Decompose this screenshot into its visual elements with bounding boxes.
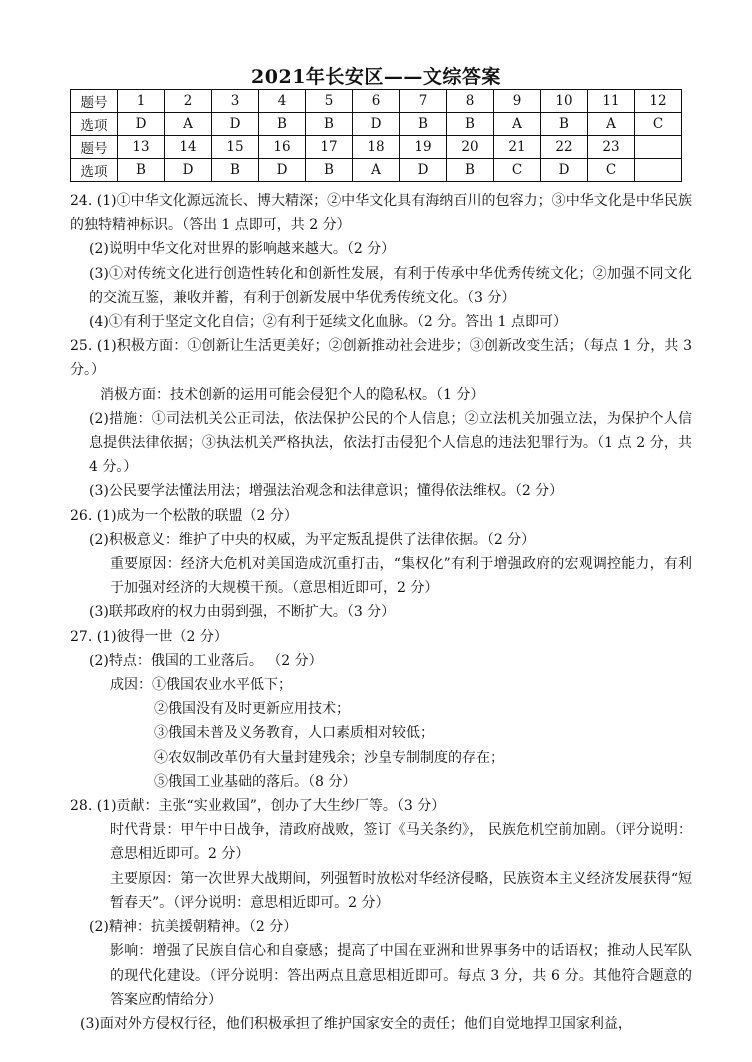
answer-cell: 15: [212, 136, 259, 159]
answer-cell: 8: [447, 90, 494, 113]
q28-1-background: 时代背景：甲午中日战争，清政府战败，签订《马关条约》， 民族危机空前加剧。（评分说明：意思相近即可。2 分）: [110, 822, 692, 863]
answer-cell: 2: [165, 90, 212, 113]
answer-cell: C: [635, 113, 682, 136]
row-label: 选项: [71, 159, 118, 182]
answer-cell: D: [353, 113, 400, 136]
answer-cell: B: [400, 113, 447, 136]
answer-cell: [635, 159, 682, 182]
answer-cell: D: [118, 113, 165, 136]
q28-3: (3)面对外方侵权行径，他们积极承担了维护国家安全的责任；他们自觉地捍卫国家利益，: [80, 1015, 632, 1032]
q24-3: (3)①对传统文化进行创造性转化和创新性发展，有利于传承中华优秀传统文化；②加强不同文化的交流互鉴，兼收并蓄，有利于创新发展中华优秀传统文化。（3 分）: [89, 265, 692, 306]
answer-cell: C: [588, 159, 635, 182]
q27-2: (2)特点：俄国的工业落后。 （2 分）: [89, 652, 323, 669]
answer-cell: B: [541, 113, 588, 136]
answer-cell: 9: [494, 90, 541, 113]
answer-cell: B: [447, 113, 494, 136]
answer-cell: B: [306, 159, 353, 182]
answer-cell: D: [212, 113, 259, 136]
answer-cell: 21: [494, 136, 541, 159]
answer-cell: 20: [447, 136, 494, 159]
answer-cell: 4: [259, 90, 306, 113]
answer-cell: 23: [588, 136, 635, 159]
answer-row: [71, 136, 682, 159]
answer-cell: D: [400, 159, 447, 182]
answer-cell: C: [494, 159, 541, 182]
q24-1: 24. (1)①中华文化源远流长、博大精深；②中华文化具有海纳百川的包容力；③中华文化是中华民族的独特精神标识。（答出 1 点即可，共 2 分）: [70, 193, 692, 234]
q25-3: (3)公民要学法懂法用法；增强法治观念和法律意识；懂得依法维权。（2 分）: [89, 483, 564, 500]
q26-1: 26. (1)成为一个松散的联盟（2 分）: [70, 507, 298, 524]
page-title: 2021年长安区——文综答案: [251, 66, 501, 88]
answer-cell: A: [494, 113, 541, 136]
answer-row: [71, 113, 682, 136]
answer-cell: B: [306, 113, 353, 136]
answer-cell: 11: [588, 90, 635, 113]
row-label: 选项: [71, 113, 118, 136]
q25-1-negative: 消极方面：技术创新的运用可能会侵犯个人的隐私权。（1 分）: [100, 386, 485, 403]
q28-2-impact: 影响：增强了民族自信心和自豪感；提高了中国在亚洲和世界事务中的话语权；推动人民军队的现代化建设。（评分说明：答出两点且意思相近即可。每点 3 分，共 6 分。其他符合题意的答案应酌情给分）: [110, 943, 692, 1008]
q28-2: (2)精神：抗美援朝精神。（2 分）: [89, 919, 298, 936]
answer-cell: B: [259, 113, 306, 136]
q28-1-reason: 主要原因：第一次世界大战期间，列强暂时放松对华经济侵略，民族资本主义经济发展获得“短暂春天”。（评分说明：意思相近即可。2 分）: [110, 870, 692, 911]
answer-cell: 7: [400, 90, 447, 113]
answer-cell: 6: [353, 90, 400, 113]
q25-1-positive: 25. (1)积极方面：①创新让生活更美好；②创新推动社会进步；③创新改变生活；（每点 1 分，共 3 分。）: [70, 338, 692, 379]
answer-cell: 19: [400, 136, 447, 159]
answer-cell: D: [259, 159, 306, 182]
answer-cell: 17: [306, 136, 353, 159]
q28-1: 28. (1)贡献：主张“实业救国”，创办了大生纱厂等。（3 分）: [70, 798, 446, 815]
answer-cell: 12: [635, 90, 682, 113]
answer-cell: 14: [165, 136, 212, 159]
answer-cell: A: [165, 113, 212, 136]
answer-cell: D: [541, 159, 588, 182]
q24-4: (4)①有利于坚定文化自信；②有利于延续文化血脉。（2 分。答出 1 点即可）: [89, 314, 567, 331]
answer-cell: 18: [353, 136, 400, 159]
answer-cell: 3: [212, 90, 259, 113]
row-label: 题号: [71, 136, 118, 159]
answer-cell: [635, 136, 682, 159]
answer-cell: 10: [541, 90, 588, 113]
row-label: 题号: [71, 90, 118, 113]
q27-1: 27. (1)彼得一世（2 分）: [70, 628, 228, 645]
answer-cell: 5: [306, 90, 353, 113]
q26-2-reason: 重要原因：经济大危机对美国造成沉重打击，“集权化”有利于增强政府的宏观调控能力，有利于加强对经济的大规模干预。（意思相近即可，2 分）: [110, 556, 692, 597]
answer-row: [71, 90, 682, 113]
answer-cell: 13: [118, 136, 165, 159]
answer-row: [71, 159, 682, 182]
answer-cell: 16: [259, 136, 306, 159]
answer-cell: B: [212, 159, 259, 182]
q26-3: (3)联邦政府的权力由弱到强，不断扩大。（3 分）: [89, 604, 396, 621]
answer-cell: B: [118, 159, 165, 182]
q27-2-cause-2: ②俄国没有及时更新应用技术；: [154, 701, 350, 718]
q24-2: (2)说明中华文化对世界的影响越来越大。（2 分）: [89, 241, 396, 258]
answer-cell: 1: [118, 90, 165, 113]
q27-2-cause-1: 成因：①俄国农业水平低下；: [110, 677, 292, 694]
answer-cell: A: [353, 159, 400, 182]
q25-2: (2)措施：①司法机关公正司法，依法保护公民的个人信息；②立法机关加强立法，为保护个人信息提供法律依据；③执法机关严格执法，依法打击侵犯个人信息的违法犯罪行为。（1 点 2 分，共 4 分。）: [89, 410, 692, 476]
q26-2: (2)积极意义：维护了中央的权威，为平定叛乱提供了法律依据。（2 分）: [89, 531, 536, 548]
answer-table: [70, 89, 682, 182]
answer-cell: A: [588, 113, 635, 136]
q27-2-cause-5: ⑤俄国工业基础的落后。（8 分）: [154, 773, 357, 790]
answer-cell: D: [165, 159, 212, 182]
q27-2-cause-3: ③俄国未普及义务教育，人口素质相对较低；: [154, 725, 434, 742]
answer-cell: 22: [541, 136, 588, 159]
q27-2-cause-4: ④农奴制改革仍有大量封建残余；沙皇专制制度的存在；: [154, 749, 504, 766]
answer-text: [70, 189, 692, 1036]
answer-cell: B: [447, 159, 494, 182]
